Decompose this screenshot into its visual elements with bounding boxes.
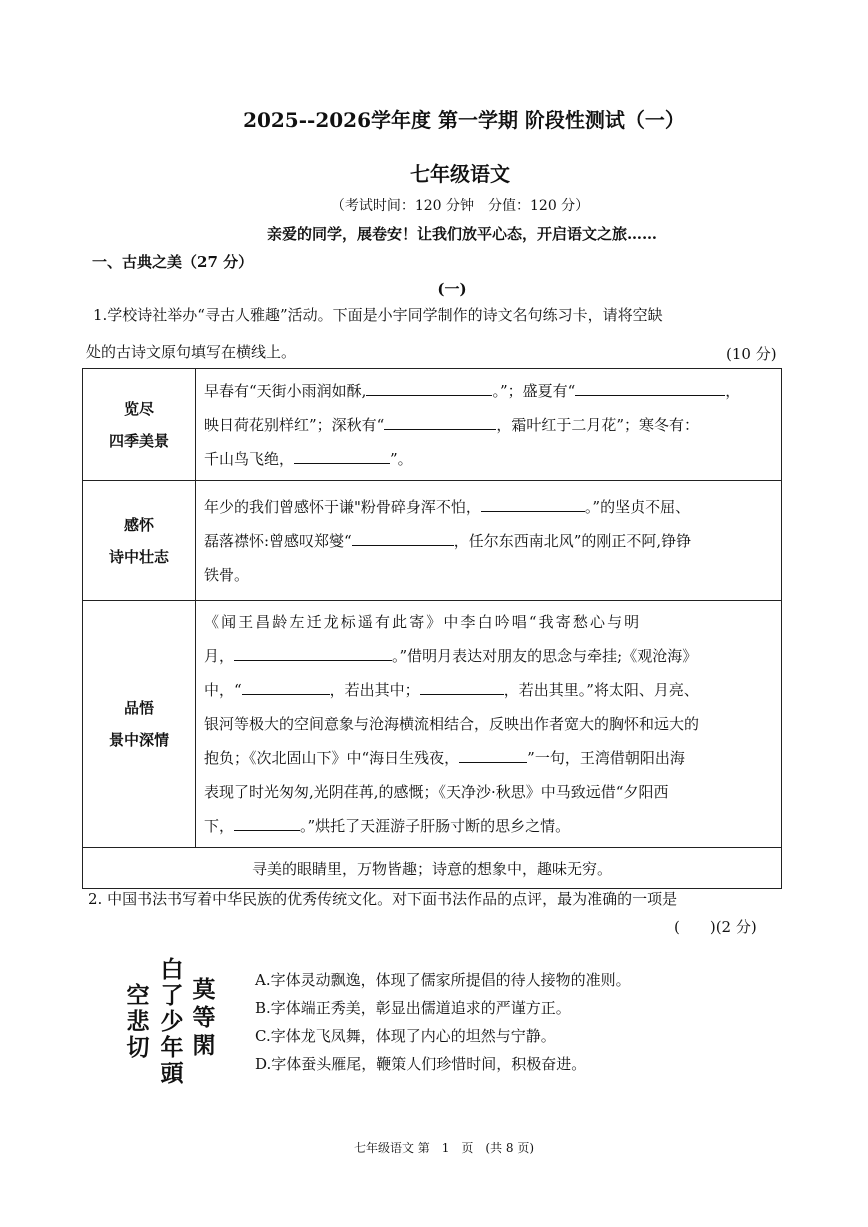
calli-char: 切 [126, 1034, 150, 1061]
row-label [83, 481, 196, 601]
text: 映日荷花别样红”；深秋有“ [204, 415, 385, 434]
answer-blank[interactable] [234, 642, 392, 661]
calli-char: 悲 [126, 1008, 150, 1035]
answer-blank[interactable] [352, 527, 454, 546]
text: ”。 [390, 449, 413, 468]
answer-blank[interactable] [420, 676, 504, 695]
calligraphy-image [118, 955, 238, 1085]
calli-char: 少 [160, 1008, 184, 1035]
calli-char: 年 [160, 1034, 184, 1061]
row-label-line: 四季美景 [108, 431, 169, 450]
row-content [196, 481, 782, 601]
row-label-line: 诗中壮志 [108, 547, 169, 566]
calligraphy-col-left [127, 982, 151, 1061]
row-label-line: 景中深情 [108, 731, 169, 749]
table-row [83, 601, 782, 848]
text: 铁骨。 [204, 565, 250, 584]
option-c[interactable]: C.字体龙飞凤舞，体现了内心的坦然与宁静。 [255, 1027, 556, 1045]
text: ”一句，王湾借朝阳出海 [527, 749, 685, 767]
row-label-line: 品悟 [123, 699, 154, 717]
answer-blank[interactable] [234, 812, 300, 831]
text: 抱负；《次北固山下》中“海日生残夜， [204, 749, 460, 767]
text: 早春有“天街小雨润如酥, [204, 381, 367, 400]
text: 月， [204, 647, 235, 665]
table-row [83, 369, 782, 481]
text: 《闻王昌龄左迁龙标遥有此寄》中李白吟唱“我寄愁心与明 [204, 613, 642, 631]
option-d[interactable]: D.字体蚕头雁尾，鞭策人们珍惜时间，积极奋进。 [255, 1055, 587, 1073]
text: 年少的我们曾感怀于谦"粉骨碎身浑不怕， [204, 497, 481, 516]
text: 。”的坚贞不屈、 [584, 497, 691, 516]
text: 表现了时光匆匆,光阴荏苒,的感慨；《天净沙·秋思》中马致远借“夕阳西 [204, 783, 669, 801]
text: ，若出其里。”将太阳、月亮、 [503, 681, 699, 699]
answer-blank[interactable] [459, 744, 527, 763]
calli-char: 莫 [192, 976, 216, 1003]
section-heading: 一、古典之美（27 分） [92, 253, 254, 271]
poetry-table [82, 368, 782, 889]
answer-blank[interactable] [294, 445, 390, 464]
row-label-line: 览尽 [123, 399, 154, 418]
table-footer: 寻美的眼睛里，万物皆趣；诗意的想象中，趣味无穷。 [83, 848, 782, 889]
table-row [83, 848, 782, 889]
q1-line2: 处的古诗文原句填写在横线上。 [86, 343, 297, 361]
option-b[interactable]: B.字体端正秀美，彰显出儒道追求的严谨方正。 [255, 999, 571, 1017]
calligraphy-col-middle [161, 956, 185, 1085]
row-label-line: 感怀 [123, 515, 154, 534]
answer-blank[interactable] [575, 377, 725, 396]
row-label [83, 601, 196, 848]
calli-char: 等 [192, 1004, 216, 1031]
text: ，任尔东西南北风”的刚正不阿,铮铮 [453, 531, 692, 550]
exam-subject: 七年级语文 [410, 162, 510, 186]
answer-blank[interactable] [242, 676, 330, 695]
row-label [83, 369, 196, 481]
text: ， [725, 381, 741, 400]
q2-answer-score: ( )(2 分) [674, 918, 757, 936]
greeting: 亲爱的同学，展卷安！让我们放平心态，开启语文之旅…… [266, 225, 657, 243]
calli-char: 了 [160, 982, 184, 1009]
calli-char: 頭 [160, 1060, 184, 1085]
text: 磊落襟怀:曾感叹郑燮“ [204, 531, 352, 550]
row-content [196, 601, 782, 848]
text: 中，“ [204, 681, 242, 699]
text: 。”烘托了天涯游子肝肠寸断的思乡之情。 [300, 817, 571, 835]
table-row [83, 481, 782, 601]
q2-line1: 2. 中国书法书写着中华民族的优秀传统文化。对下面书法作品的点评，最为准确的一项是 [88, 890, 678, 908]
text: ，若出其中； [329, 681, 420, 699]
row-content [196, 369, 782, 481]
text: 下， [204, 817, 235, 835]
calli-char: 白 [160, 956, 184, 983]
page-footer: 七年级语文 第 1 页 (共 8 页) [353, 1141, 535, 1155]
q1-line1: 1.学校诗社举办“寻古人雅趣”活动。下面是小宇同学制作的诗文名句练习卡，请将空缺 [93, 306, 663, 324]
answer-blank[interactable] [481, 493, 585, 512]
text: ，霜叶红于二月花”；寒冬有： [496, 415, 700, 434]
text: 。”；盛夏有“ [492, 381, 576, 400]
exam-title: 2025--2026学年度 第一学期 阶段性测试（一） [243, 108, 685, 132]
answer-blank[interactable] [384, 411, 496, 430]
q1-score: (10 分) [726, 345, 777, 363]
text: 。”借明月表达对朋友的思念与牵挂;《观沧海》 [392, 647, 698, 665]
answer-blank[interactable] [366, 377, 492, 396]
sub-section-heading: (一) [437, 280, 467, 298]
calli-char: 閑 [192, 1032, 216, 1059]
option-a[interactable]: A.字体灵动飘逸，体现了儒家所提倡的待人接物的准则。 [255, 971, 631, 989]
text: 银河等极大的空间意象与沧海横流相结合，反映出作者宽大的胸怀和远大的 [204, 715, 700, 733]
calligraphy-col-right [193, 976, 216, 1059]
exam-info: （考试时间：120 分钟 分值：120 分） [330, 198, 590, 214]
calli-char: 空 [126, 982, 150, 1009]
text: 千山鸟飞绝， [204, 449, 295, 468]
